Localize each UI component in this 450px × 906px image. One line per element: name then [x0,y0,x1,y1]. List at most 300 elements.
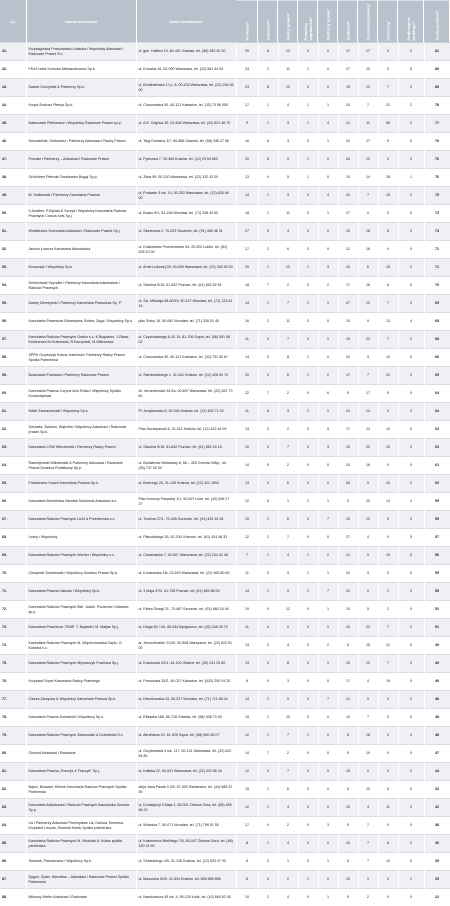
firm-contact: ul. Narutowicza 45 lok. 4, 90-130 Łódź, tel. (42) 664 52 40 [136,889,236,906]
firm-contact: ul. Szkolna 5/15, 61-832 Poznań, tel. (61) 852 52 61 [136,277,236,295]
row-number: 46. [0,133,26,151]
stat-cell: 68 [424,313,450,331]
stat-cell: 0 [378,61,398,79]
firm-name: Krupa Srokosz Pietrys Sp.k. [26,97,136,115]
row-number: 72. [0,601,26,619]
stat-cell: 11 [236,403,258,421]
stat-cell: 4 [398,727,424,745]
header-stat: Pozostali prawnicy* [358,0,378,43]
stat-cell: 20 [358,493,378,511]
stat-cell: 57 [424,529,450,547]
stat-cell: 0 [398,43,424,61]
stat-cell: 7 [278,439,298,457]
table-row [0,367,450,385]
firm-contact: ul. Bohaterów Warszawy 6, 66 – 400 Gorzów Wlkp., tel. (95) 737 00 30 [136,457,236,475]
stat-cell: 17 [236,241,258,259]
stat-cell: 7 [278,763,298,781]
stat-cell: 10 [378,349,398,367]
stat-cell: 24 [338,457,358,475]
stat-cell: 51 [424,619,450,637]
stat-cell: 7 [358,187,378,205]
stat-cell: 0 [398,565,424,583]
stat-cell: 1 [318,133,338,151]
stat-cell: 1 [258,259,278,277]
stat-cell: 0 [358,763,378,781]
stat-cell: 10 [378,853,398,871]
stat-cell: 1 [298,547,318,565]
stat-cell: 0 [398,79,424,97]
stat-cell: 0 [358,205,378,223]
stat-cell: 12 [338,115,358,133]
stat-cell: 17 [236,817,258,835]
stat-cell: 12 [378,367,398,385]
stat-cell: 2 [278,457,298,475]
stat-cell: 48 [424,691,450,709]
firm-contact: ul. Szkolna 5/18, 61-832 Poznań, tel. (61) 852 18 15 [136,439,236,457]
stat-cell: 13 [236,421,258,439]
row-number: 75. [0,655,26,673]
row-number: 83. [0,799,26,817]
stat-cell: 14 [358,403,378,421]
table-row [0,601,450,619]
firm-contact: ul. Konkowska 16i, 02-529 Warszawa, tel. (22) 560 80 60 [136,565,236,583]
stat-cell: 23 [236,79,258,97]
firm-name: Ginkont Adwokaci i Radcowie [26,745,136,763]
stat-cell: 2 [278,385,298,403]
stat-cell: 13 [236,655,258,673]
stat-cell: 0 [338,493,358,511]
stat-cell: 0 [358,583,378,601]
header-stat: Radcy prawni* [278,0,298,43]
stat-cell: 9 [358,313,378,331]
stat-cell: 0 [398,421,424,439]
stat-cell: 1 [318,97,338,115]
stat-cell: 1 [258,727,278,745]
firm-contact: ul. Chorzowska 50, 40-121 Katowice, tel. (32) 731 50 67 [136,349,236,367]
stat-cell: 1 [258,709,278,727]
stat-cell: 10 [338,223,358,241]
stat-cell: 14 [236,583,258,601]
stat-cell: 12 [278,601,298,619]
stat-cell: 0 [398,295,424,313]
stat-cell: 10 [358,655,378,673]
firm-name: Kancelaria Radców Prawnych Mlynarczyk Pucińska Sp.j. [26,655,136,673]
stat-cell: 5 [278,691,298,709]
firm-contact: ul. Tuwima 27/1, 70-426 Szczecin, tel. (91) 433 16 16 [136,511,236,529]
table-row [0,745,450,763]
stat-cell: 11 [278,313,298,331]
firm-name: Bąbol, Bzowski, Klimek Kancelaria Radców Prawnych Spółka Partnerska [26,781,136,799]
stat-cell: 0 [298,835,318,853]
row-number: 78. [0,709,26,727]
firm-name: Kancelaria Radców Prawnych Żelazowski & Dziewiński S.c. [26,727,136,745]
stat-cell: 1 [258,835,278,853]
stat-cell: 0 [398,349,424,367]
table-row [0,277,450,295]
row-number: 52. [0,241,26,259]
stat-cell: 77 [424,115,450,133]
stat-cell: 5 [338,385,358,403]
stat-cell: 5 [378,385,398,403]
stat-cell: 0 [378,457,398,475]
stat-cell: 6 [278,367,298,385]
stat-cell: 1 [258,799,278,817]
firm-name: Cieses Zarzycka & Wspólnicy Kancelaria Prawna Sp.k. [26,691,136,709]
stat-cell: 1 [278,853,298,871]
stat-cell: 7 [278,529,298,547]
firm-contact: ul. Pychowa 7, 30-364 Kraków, tel. (12) 29 63 600 [136,151,236,169]
stat-cell: 1 [298,367,318,385]
stat-cell: 0 [278,619,298,637]
stat-cell: 15 [378,259,398,277]
stat-cell: 1 [298,151,318,169]
firm-contact: ul. Kościuszki 22/1, 44-100 Gliwice, tel. (32) 231 29 82 [136,655,236,673]
stat-cell: 5 [318,421,338,439]
stat-cell: 6 [278,781,298,799]
stat-cell: 2 [278,745,298,763]
stat-cell: 0 [378,205,398,223]
stat-cell: 17 [236,97,258,115]
firm-contact: ul. Elbląska 185, 80-718 Gdańsk, tel. (58) 308 73 45 [136,709,236,727]
firm-name: Nowosielski, Gotkowicz i Partnerzy Adwokaci i Radcy Prawni [26,133,136,151]
stat-cell: 0 [398,367,424,385]
stat-cell: 9 [278,565,298,583]
firm-contact: ul. Kaliska 22, 00-001 Warszawa, tel. (22) 422 86 34 [136,763,236,781]
stat-cell: 5 [358,547,378,565]
table-row [0,547,450,565]
stat-cell: 52 [424,601,450,619]
stat-cell: 13 [236,637,258,655]
stat-cell: 3 [278,403,298,421]
stat-cell: 7 [378,331,398,349]
row-number: 61. [0,403,26,421]
stat-cell: 10 [338,799,358,817]
firm-name: Porwisz i Partnerzy – Adwokaci i Radcowie Prawni [26,151,136,169]
stat-cell: 16 [236,313,258,331]
stat-cell: 0 [398,799,424,817]
stat-cell: 0 [398,475,424,493]
stat-cell: 0 [398,835,424,853]
stat-cell: 2 [258,241,278,259]
stat-cell: 2 [378,583,398,601]
stat-cell: 0 [298,331,318,349]
stat-cell: 26 [338,475,358,493]
stat-cell: 0 [398,223,424,241]
stat-cell: 0 [258,655,278,673]
stat-cell: 0 [398,601,424,619]
table-body [0,43,450,906]
table-row [0,403,450,421]
stat-cell: 6 [258,151,278,169]
stat-cell: 2 [358,889,378,906]
stat-cell: 10 [338,511,358,529]
stat-cell: 5 [398,61,424,79]
stat-cell: 0 [298,133,318,151]
row-number: 86. [0,853,26,871]
stat-cell: 16 [236,133,258,151]
stat-cell: 10 [358,295,378,313]
stat-cell: 0 [298,421,318,439]
stat-cell: 2 [378,601,398,619]
stat-cell: 4 [258,817,278,835]
stat-cell: 0 [318,79,338,97]
firm-contact: ul. Konstytucji 3 Maja 1, 65-001 Zielona Góra, tel. (68) 455 66 20 [136,799,236,817]
row-number: 71. [0,583,26,601]
stat-cell: 12 [338,691,358,709]
stat-cell: 10 [338,835,358,853]
stat-cell: 1 [258,583,278,601]
stat-cell: 18 [236,277,258,295]
stat-cell: 0 [318,61,338,79]
stat-cell: 38 [424,817,450,835]
table-row [0,187,450,205]
stat-cell: 0 [398,673,424,691]
stat-cell: 12 [338,583,358,601]
stat-cell: 0 [298,385,318,403]
firm-contact: ul. 3 Maja 47/2, 61-728 Poznań, tel. (61) 659 88 00 [136,583,236,601]
stat-cell: 4 [358,673,378,691]
stat-cell: 0 [298,889,318,906]
stat-cell: 11 [236,619,258,637]
stat-cell: 0 [378,871,398,889]
stat-cell: 29 [236,43,258,61]
stat-cell: 2 [298,295,318,313]
stat-cell: 17 [358,133,378,151]
stat-cell: 2 [318,277,338,295]
firm-name: Wodkiewicz Sosnowski Adwokaci i Radcowie Prawni Sp.j. [26,223,136,241]
stat-cell: 16 [358,457,378,475]
firm-name: Kancelaria Radców Prawnych M. Wojciechowska-Szpic, G. Kotarba s.c. [26,637,136,655]
firm-contact: ul. Siemiradzkiego 1, 31-041 Kraków, tel. (12) 428 00 70 [136,367,236,385]
stat-cell: 10 [278,79,298,97]
stat-cell: 10 [358,781,378,799]
stat-cell: 49 [424,637,450,655]
firm-contact: ul. Mazurska 9/25, 31-534 Kraków, tel. 606 855 856 [136,871,236,889]
stat-cell: 3 [278,115,298,133]
stat-cell: 0 [258,349,278,367]
stat-cell: 13 [358,79,378,97]
table-row [0,817,450,835]
stat-cell: 59 [424,493,450,511]
stat-cell: 78 [424,97,450,115]
stat-cell: 4 [258,619,278,637]
stat-cell: 0 [398,709,424,727]
firm-contact: ul. Pronczaka 33/2, 40-027 Katowice, tel. (032) 200 04 20 [136,673,236,691]
firm-contact: ul. gen. Hallera 19, 80-401 Gdańsk, tel. (58) 340 30 30 [136,43,236,61]
stat-cell: 2 [398,97,424,115]
table-header-row [0,0,450,43]
stat-cell: 0 [378,727,398,745]
firm-contact: ul. Bosko 9/1, 53-236 Wrocław, tel. (71) 338 45 50 [136,205,236,223]
stat-cell: 20 [358,439,378,457]
stat-cell: 0 [298,853,318,871]
stat-cell: 1 [318,889,338,906]
firm-name: Kancelaria CSW Wiecheński i Partnerzy Radcy Prawni [26,439,136,457]
stat-cell: 12 [378,637,398,655]
firm-name: Kancelaria Radców Prawnych Grafus s.c. K.Bogdanis, J.Gibas-Kohlerecka M.Grabowski, R.Kaczyński, M.Witkowska [26,331,136,349]
stat-cell: 14 [236,691,258,709]
stat-cell: 0 [258,475,278,493]
firm-name: Frankiewicz Kopek Kancelaria Prawna Sp.k. [26,475,136,493]
stat-cell: 0 [318,151,338,169]
stat-cell: 0 [398,205,424,223]
stat-cell: 2 [258,61,278,79]
stat-cell: 0 [318,871,338,889]
stat-cell: 2 [278,871,298,889]
stat-cell: 7 [258,385,278,403]
firm-name: Krzysztof Sopel Kancelaria Radcy Prawnego [26,673,136,691]
stat-cell: 44 [424,763,450,781]
firm-contact: ul. Krakowskie Przedmieście 54, 20-002 Lublin, tel. (81) 528 10 00 [136,241,236,259]
firm-contact: ul. Słoneczna 2, 70-223 Szczecin, tel. (91) 489 36 31 [136,223,236,241]
row-number: 73. [0,619,26,637]
stat-cell: 0 [318,43,338,61]
stat-cell: 0 [318,457,338,475]
stat-cell: 10 [338,259,358,277]
stat-cell: 7 [236,547,258,565]
stat-cell: 14 [236,457,258,475]
row-number: 48. [0,169,26,187]
stat-cell: 3 [298,313,318,331]
stat-cell: 5 [338,637,358,655]
stat-cell: 7 [378,79,398,97]
stat-cell: 76 [424,133,450,151]
table-row [0,475,450,493]
stat-cell: 9 [378,511,398,529]
stat-cell: 2 [298,493,318,511]
firm-name: Kancelaria Prawna Jatczak i Wspólnicy Sp.k. [26,583,136,601]
stat-cell: 8 [236,853,258,871]
stat-cell: 55 [424,565,450,583]
table-row [0,169,450,187]
stat-cell: 0 [378,709,398,727]
stat-cell: 19 [358,745,378,763]
stat-cell: 4 [398,493,424,511]
stat-cell: 2 [258,313,278,331]
stat-cell: 12 [278,43,298,61]
stat-cell: 5 [358,691,378,709]
firm-name: Kancelaria Radców Prawnych M. Woźniak A. Kulisz spółka partnerska [26,835,136,853]
header-stat: Doktorzy prawa* [318,0,338,43]
stat-cell: 1 [318,493,338,511]
stat-cell: 6 [258,403,278,421]
stat-cell: 76 [424,169,450,187]
stat-cell: 4 [258,871,278,889]
row-number: 68. [0,529,26,547]
stat-cell: 0 [298,277,318,295]
header-stat: Prawnicy zagraniczni* [298,0,318,43]
stat-cell: 28 [378,169,398,187]
firm-contact: Plac Komuny Paryskiej 1/1, 90-007 Łódź, tel. (42) 636 27 27 [136,493,236,511]
stat-cell: 24 [338,565,358,583]
firm-name: Budzowski Fiutowski i Partnerzy Radcowie Prawni [26,367,136,385]
row-number: 79. [0,727,26,745]
row-number: 50. [0,205,26,223]
firm-contact: al. Jerozolimskie 21/30, 00-508 Warszawa, tel. (22) 622 51 00 [136,637,236,655]
table-row [0,673,450,691]
stat-cell: 0 [378,151,398,169]
stat-cell: 1 [258,205,278,223]
table-row [0,871,450,889]
stat-cell: 0 [318,169,338,187]
stat-cell: 2 [258,691,278,709]
firm-name: Sawek Gorzyński & Partnerzy Sp.k. [26,79,136,97]
stat-cell: 20 [236,151,258,169]
stat-cell: 6 [278,475,298,493]
firm-contact: ul. Sobieskiego 3/5, 31-136 Kraków, tel. (12) 633 07 90 [136,853,236,871]
stat-cell: 13 [236,475,258,493]
firm-name: Janusz Łowcza Kancelaria Adwokacka [26,241,136,259]
firm-name: Kancelaria Brzezińska Narolski Morioński Adwokaci s.c. [26,493,136,511]
table-row [0,79,450,97]
stat-cell: 0 [298,673,318,691]
stat-cell: 5 [338,781,358,799]
firm-contact: Plac Szczepański 8, 31-011 Kraków, tel. (12) 422 44 59 [136,421,236,439]
firm-name: Kancelaria Prawna Domański i Wspólnicy Sp.k. [26,709,136,727]
table-row [0,223,450,241]
stat-cell: 3 [318,439,338,457]
stat-cell: 0 [258,763,278,781]
firm-name: SPRK Grzybczyk Kolusz Kaminski i Partnerzy Radcy Prawni Spółka Partnerska [26,349,136,367]
stat-cell: 0 [398,277,424,295]
stat-cell: 0 [298,619,318,637]
stat-cell: 7 [318,583,338,601]
stat-cell: 11 [278,205,298,223]
stat-cell: 73 [424,223,450,241]
stat-cell: 4 [358,529,378,547]
stat-cell: 18 [358,727,378,745]
row-number: 51. [0,223,26,241]
table-row [0,529,450,547]
firm-name: Tomasik, Pakosiewicz i Wspólnicy Sp.k. [26,853,136,871]
header-stat: Prawnicy* [236,0,258,43]
header-stat: Aplikanci* [338,0,358,43]
stat-cell: 0 [378,763,398,781]
header-stat: Adwokaci* [258,0,278,43]
stat-cell: 5 [398,547,424,565]
stat-cell: 17 [338,673,358,691]
stat-cell: 1 [258,781,278,799]
stat-cell: 0 [258,367,278,385]
stat-cell: 71 [424,259,450,277]
table-row [0,331,450,349]
table-row [0,691,450,709]
stat-cell: 0 [258,673,278,691]
stat-cell: 20 [236,367,258,385]
stat-cell: 4 [278,547,298,565]
stat-cell: 4 [278,799,298,817]
stat-cell: 1 [258,97,278,115]
row-number: 41. [0,43,26,61]
firm-name: Lis i Partnerzy Adwokaci Przemysław Lis, Dariusz Smereka, Krzysztof Leszak, Dominik Horek Spółka partnerska [26,817,136,835]
stat-cell: 0 [398,457,424,475]
stat-cell: 5 [258,457,278,475]
row-number: 60. [0,385,26,403]
stat-cell: 0 [298,655,318,673]
table-row [0,763,450,781]
stat-cell: 10 [378,421,398,439]
stat-cell: 7 [258,745,278,763]
stat-cell: 3 [258,637,278,655]
stat-cell: 0 [398,889,424,906]
firm-name: Krzyżagórska Prokurańska Lubacka i Wspólnicy Adwokaci i Radcowie Prawni S.c. [26,43,136,61]
stat-cell: 7 [378,619,398,637]
table-row [0,133,450,151]
stat-cell: 15 [236,781,258,799]
table-row [0,835,450,853]
stat-cell: 17 [338,367,358,385]
row-number: 87. [0,871,26,889]
